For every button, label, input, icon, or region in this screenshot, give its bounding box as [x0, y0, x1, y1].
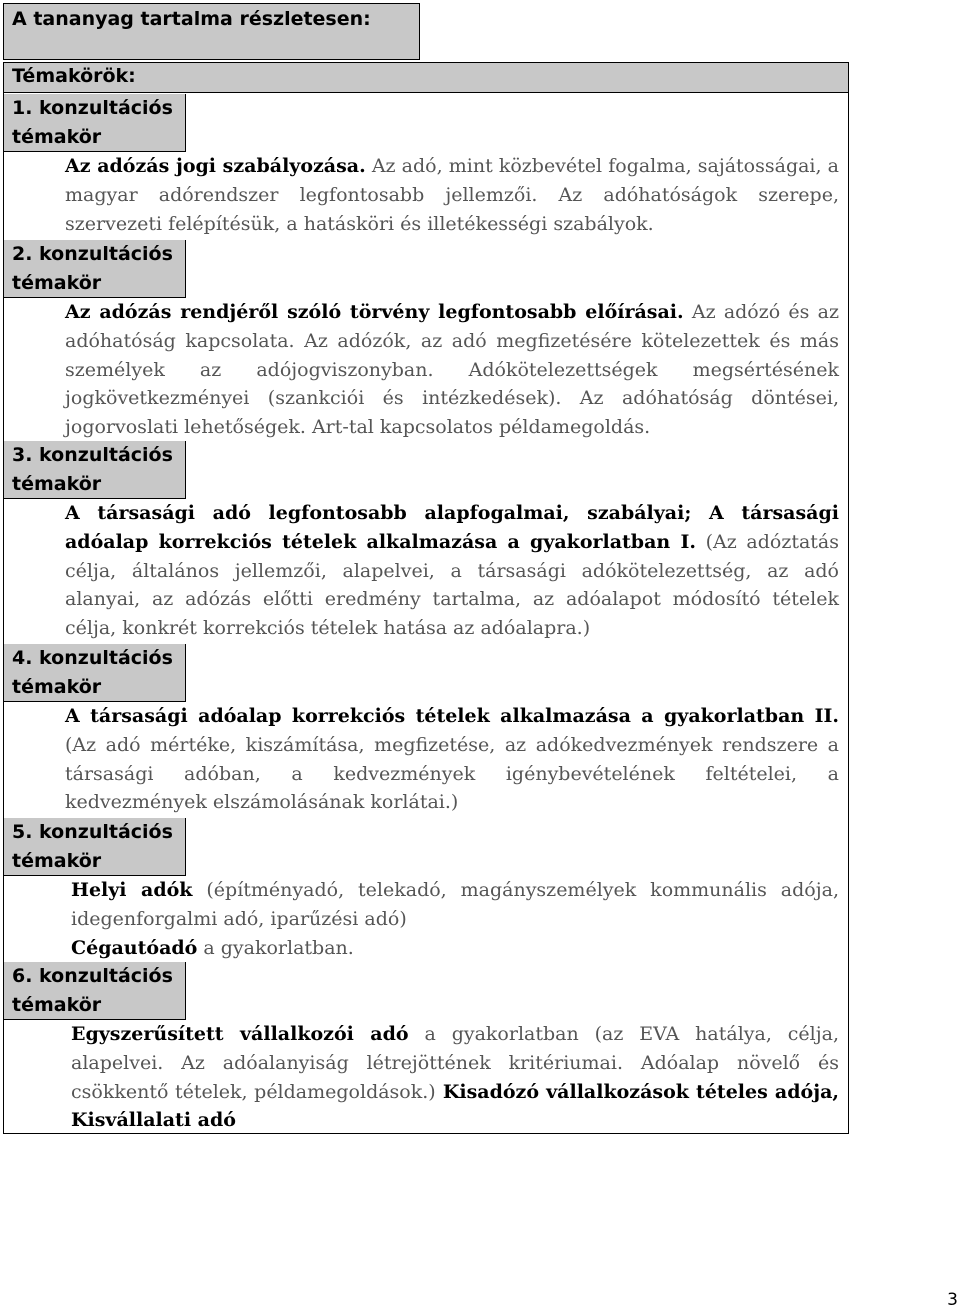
bold-text: A társasági adóalap korrekciós tételek alkalmazása a gyakorlatban II. — [65, 705, 839, 727]
section-label-line-1: 3. konzultációs — [12, 444, 173, 466]
topics-label: Témakörök: — [4, 63, 848, 93]
section-body — [65, 152, 839, 238]
bold-text: Kisadózó vállalkozások tételes adója, Kisvállalati adó — [71, 1080, 839, 1132]
body-text: (Az adóztatás célja, általános jellemzői, alapelvei, a társasági adókötelezettség, az adó alanyai, az adózás előtti eredmény tartalma, az adóalapot módosító tételek célja, konkrét korrekciós tételek hatása az adóalapra.) — [65, 530, 840, 640]
body-text: (Az adó mértéke, kiszámítása, megfizetése, az adókedvezmények rendszere a társasági adóban, a kedvezmények igénybevételének feltételei, a kedvezmények elszámolásának korlátai.) — [65, 733, 839, 814]
page-title: A tananyag tartalma részletesen: — [3, 3, 420, 60]
section-label-line-2: témakör — [12, 994, 102, 1016]
section-label-line-2: témakör — [12, 473, 102, 495]
section-label-line-1: 5. konzultációs — [12, 821, 173, 843]
section-body — [71, 1020, 839, 1135]
bold-text: Az adózás jogi szabályozása. — [65, 155, 366, 177]
section-label-line-1: 4. konzultációs — [12, 647, 173, 669]
body-text: Az adó, mint közbevétel fogalma, sajátosságai, a magyar adórendszer legfontosabb jellemzői. Az adóhatóságok szerepe, szervezeti felépítésük, a hatásköri és illetékességi szabályok. — [65, 155, 839, 235]
body-text: (építményadó, telekadó, magányszemélyek kommunális adója, idegenforgalmi adó, iparűzési adó) — [71, 879, 839, 930]
section-body — [65, 298, 839, 442]
section-label — [4, 644, 186, 702]
section-label — [4, 240, 186, 298]
section-label-line-2: témakör — [12, 676, 102, 698]
section-label-line-2: témakör — [12, 126, 102, 148]
bold-text: Egyszerűsített vállalkozói adó — [71, 1023, 409, 1045]
section-label-line-2: témakör — [12, 850, 102, 872]
page-number: 3 — [947, 1290, 958, 1310]
body-text: a gyakorlatban. — [197, 936, 354, 959]
bold-text: A társasági adó legfontosabb alapfogalmai, szabályai; A társasági adóalap korrekciós tételek alkalmazása a gyakorlatban I. — [65, 502, 839, 553]
body-text: a gyakorlatban (az EVA hatálya, célja, alapelvei. Az adóalanyiság létrejöttének kritériumai. Adóalap növelő és csökkentő tételek, példamegoldások.) — [71, 1023, 839, 1103]
body-text: Az adózó és az adóhatóság kapcsolata. Az adózók, az adó megfizetésére kötelezettek és más személyek az adójogviszonyban. Adókötelezettségek megsértésének jogkövetkezményei (szankciói és intézkedések). Az adóhatóság döntései, jogorvoslati lehetőségek. Art-tal kapcsolatos példamegoldás. — [65, 301, 839, 439]
topics-table — [3, 62, 849, 1134]
section-body — [65, 499, 839, 643]
section-label — [4, 441, 186, 499]
section-label — [4, 962, 186, 1020]
section-label-line-1: 2. konzultációs — [12, 243, 173, 265]
section-label-line-1: 1. konzultációs — [12, 97, 173, 119]
section-label-line-2: témakör — [12, 272, 102, 294]
section-label-line-1: 6. konzultációs — [12, 965, 173, 987]
section-label — [4, 94, 186, 152]
bold-text: Cégautóadó — [71, 936, 198, 959]
section-label — [4, 818, 186, 876]
section-body — [71, 876, 839, 962]
bold-text: Az adózás rendjéről szóló törvény legfontosabb előírásai. — [65, 301, 684, 323]
bold-text: Helyi adók — [71, 879, 193, 901]
section-body — [65, 702, 839, 817]
